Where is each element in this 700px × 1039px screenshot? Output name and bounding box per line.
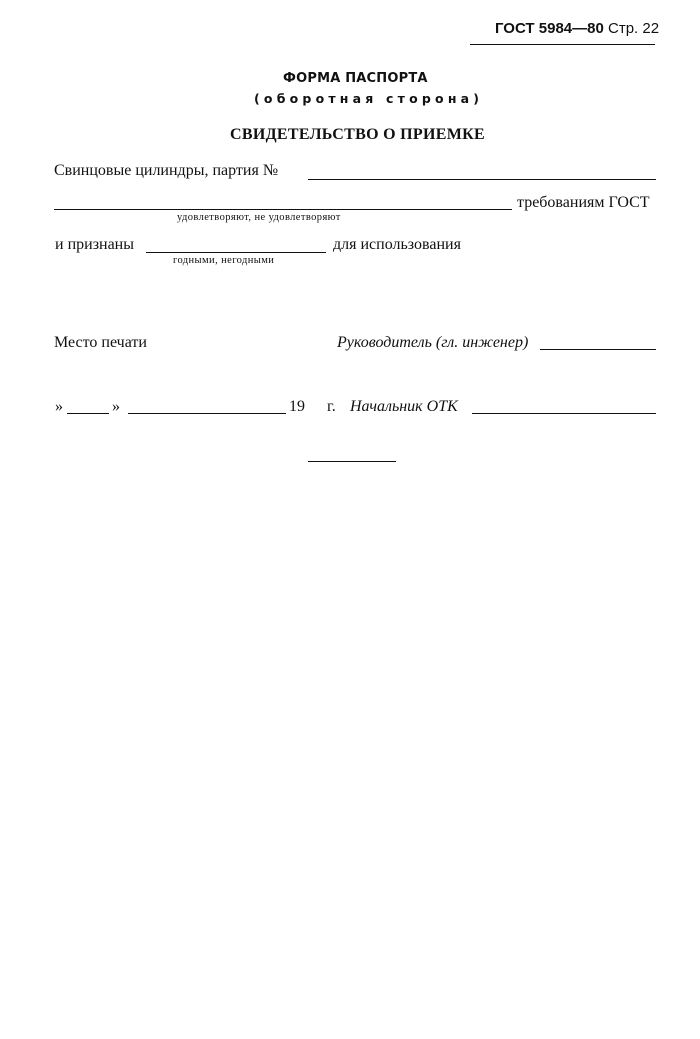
otk-head-label: Начальник ОТК bbox=[350, 398, 458, 415]
requirements-hint: удовлетворяют, не удовлетворяют bbox=[177, 212, 341, 223]
year-prefix: 19 bbox=[289, 398, 305, 415]
chief-engineer-signature-field[interactable] bbox=[540, 349, 656, 350]
date-close-quote: » bbox=[112, 398, 120, 415]
form-title: ФОРМА ПАСПОРТА bbox=[283, 71, 428, 86]
batch-label: Свинцовые цилиндры, партия № bbox=[54, 162, 279, 179]
page-number: Стр. 22 bbox=[608, 20, 660, 37]
year-suffix: г. bbox=[327, 398, 336, 415]
stamp-label: Место печати bbox=[54, 334, 147, 351]
certificate-title: СВИДЕТЕЛЬСТВО О ПРИЕМКЕ bbox=[230, 126, 485, 143]
chief-engineer-label: Руководитель (гл. инженер) bbox=[337, 334, 529, 351]
batch-number-field[interactable] bbox=[308, 179, 656, 180]
standard-number: ГОСТ 5984—80 bbox=[495, 20, 604, 37]
requirements-field[interactable] bbox=[54, 209, 512, 210]
recognized-suffix: для использования bbox=[333, 236, 461, 253]
date-month-field[interactable] bbox=[128, 413, 286, 414]
requirements-suffix: требованиям ГОСТ bbox=[517, 194, 650, 211]
form-side-subtitle: (оборотная сторона) bbox=[254, 91, 484, 106]
page-header bbox=[495, 20, 659, 37]
recognized-hint: годными, негодными bbox=[173, 255, 275, 266]
recognized-field[interactable] bbox=[146, 252, 326, 253]
closing-rule bbox=[308, 461, 396, 462]
header-rule bbox=[470, 44, 655, 45]
otk-head-signature-field[interactable] bbox=[472, 413, 656, 414]
recognized-prefix: и признаны bbox=[55, 236, 134, 253]
date-open-quote: » bbox=[55, 398, 63, 415]
date-day-field[interactable] bbox=[67, 413, 109, 414]
